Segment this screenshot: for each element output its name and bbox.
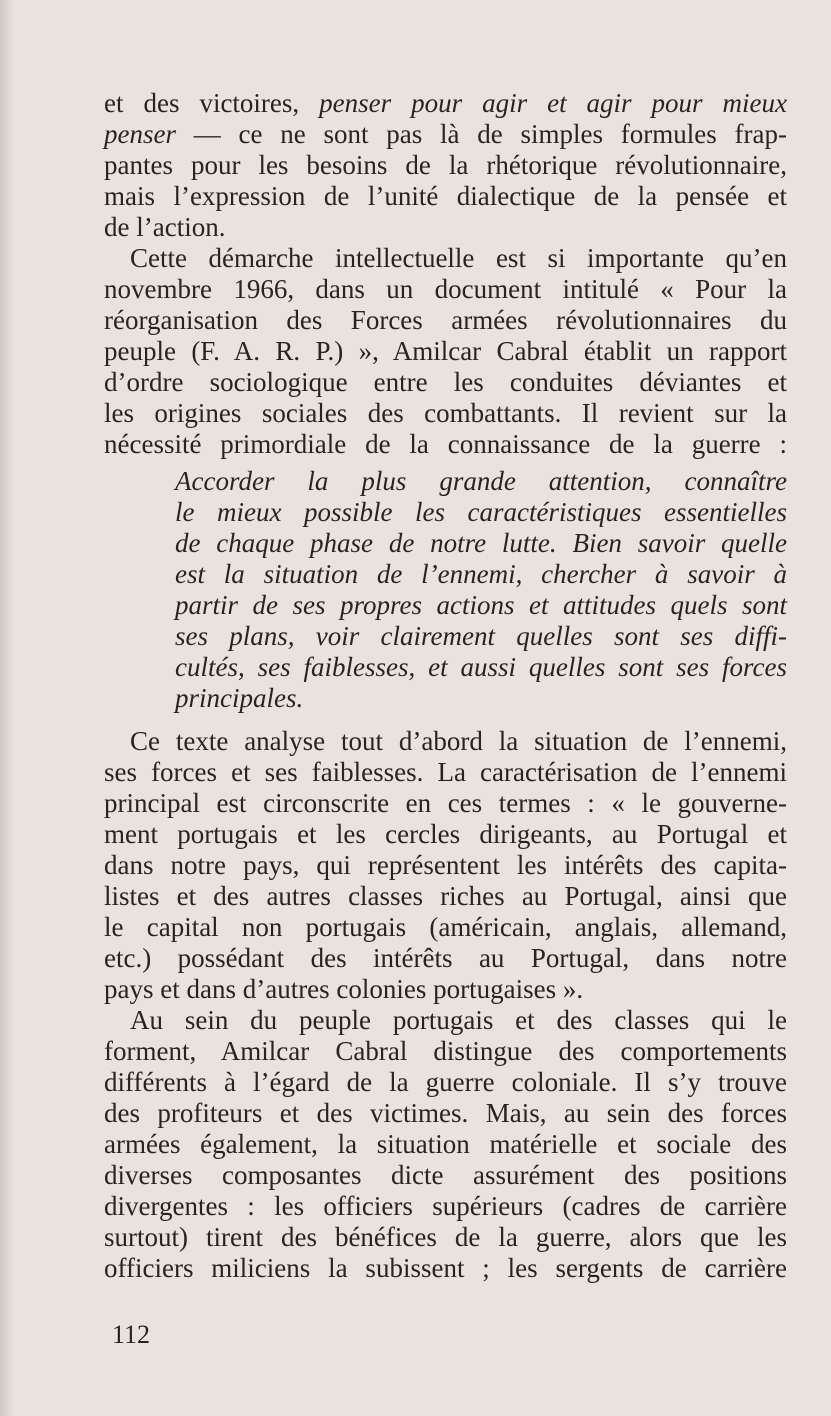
- text-line: dans notre pays, qui représentent les intérêts des capita-: [104, 850, 787, 880]
- paragraph-1: [104, 88, 787, 460]
- quote-line: partir de ses propres actions et attitudes quels sont: [175, 590, 787, 620]
- quote-line: le mieux possible les caractéristiques essentielles: [175, 497, 787, 527]
- text-line: les origines sociales des combattants. Il revient sur la: [104, 398, 787, 428]
- italic-segment: penser: [104, 119, 176, 149]
- text-line: forment, Amilcar Cabral distingue des comportements: [104, 1036, 787, 1066]
- quote-line: de chaque phase de notre lutte. Bien savoir quelle: [175, 528, 787, 558]
- text-line: ses forces et ses faiblesses. La caractérisation de l’ennemi: [104, 757, 787, 787]
- text-line: officiers miliciens la subissent ; les sergents de carrière: [104, 1253, 787, 1283]
- text-line: Au sein du peuple portugais et des classes qui le: [130, 1005, 787, 1035]
- text-line: etc.) possédant des intérêts au Portugal, dans notre: [104, 943, 787, 973]
- quote-line: cultés, ses faiblesses, et aussi quelles sont ses forces: [175, 652, 787, 682]
- text-segment: — ce ne sont pas là de simples formules frap-: [175, 119, 787, 149]
- text-line: d’ordre sociologique entre les conduites déviantes et: [104, 367, 787, 397]
- text-line: réorganisation des Forces armées révolutionnaires du: [104, 305, 787, 335]
- text-segment: et des victoires,: [104, 88, 320, 118]
- block-quote: [175, 466, 787, 714]
- quote-line: Accorder la plus grande attention, connaître: [175, 466, 787, 496]
- text-line: listes et des autres classes riches au Portugal, ainsi que: [104, 881, 787, 911]
- text-line: principal est circonscrite en ces termes : « le gouverne-: [104, 788, 787, 818]
- page-gutter-shadow: [0, 0, 14, 1416]
- text-line: [104, 119, 787, 150]
- text-line: peuple (F. A. R. P.) », Amilcar Cabral établit un rapport: [104, 336, 787, 366]
- text-line: armées également, la situation matérielle et sociale des: [104, 1129, 787, 1159]
- text-line: divergentes : les officiers supérieurs (cadres de carrière: [104, 1191, 787, 1221]
- text-line: surtout) tirent des bénéfices de la guerre, alors que les: [104, 1222, 787, 1252]
- text-line: novembre 1966, dans un document intitulé « Pour la: [104, 274, 787, 304]
- text-line: différents à l’égard de la guerre coloniale. Il s’y trouve: [104, 1067, 787, 1097]
- text-line: Ce texte analyse tout d’abord la situation de l’ennemi,: [130, 726, 787, 756]
- text-line: des profiteurs et des victimes. Mais, au sein des forces: [104, 1098, 787, 1128]
- text-line: ment portugais et les cercles dirigeants, au Portugal et: [104, 819, 787, 849]
- text-line: mais l’expression de l’unité dialectique de la pensée et: [104, 181, 787, 211]
- quote-line: ses plans, voir clairement quelles sont ses diffi-: [175, 621, 787, 651]
- page-number: 112: [112, 1320, 151, 1349]
- text-line: [104, 88, 787, 119]
- text-line: le capital non portugais (américain, anglais, allemand,: [104, 912, 787, 942]
- quote-line: est la situation de l’ennemi, chercher à savoir à: [175, 559, 787, 589]
- text-line: de l’action.: [104, 212, 226, 242]
- text-line: nécessité primordiale de la connaissance de la guerre :: [104, 429, 787, 459]
- paragraph-3: [104, 726, 787, 1284]
- text-line: diverses composantes dicte assurément des positions: [104, 1160, 787, 1190]
- italic-segment: penser pour agir et agir pour mieux: [319, 88, 787, 118]
- text-line: pantes pour les besoins de la rhétorique révolutionnaire,: [104, 150, 787, 180]
- text-line: Cette démarche intellectuelle est si importante qu’en: [130, 243, 787, 273]
- text-line: pays et dans d’autres colonies portugaises ».: [104, 974, 584, 1004]
- quote-line: principales.: [175, 683, 304, 713]
